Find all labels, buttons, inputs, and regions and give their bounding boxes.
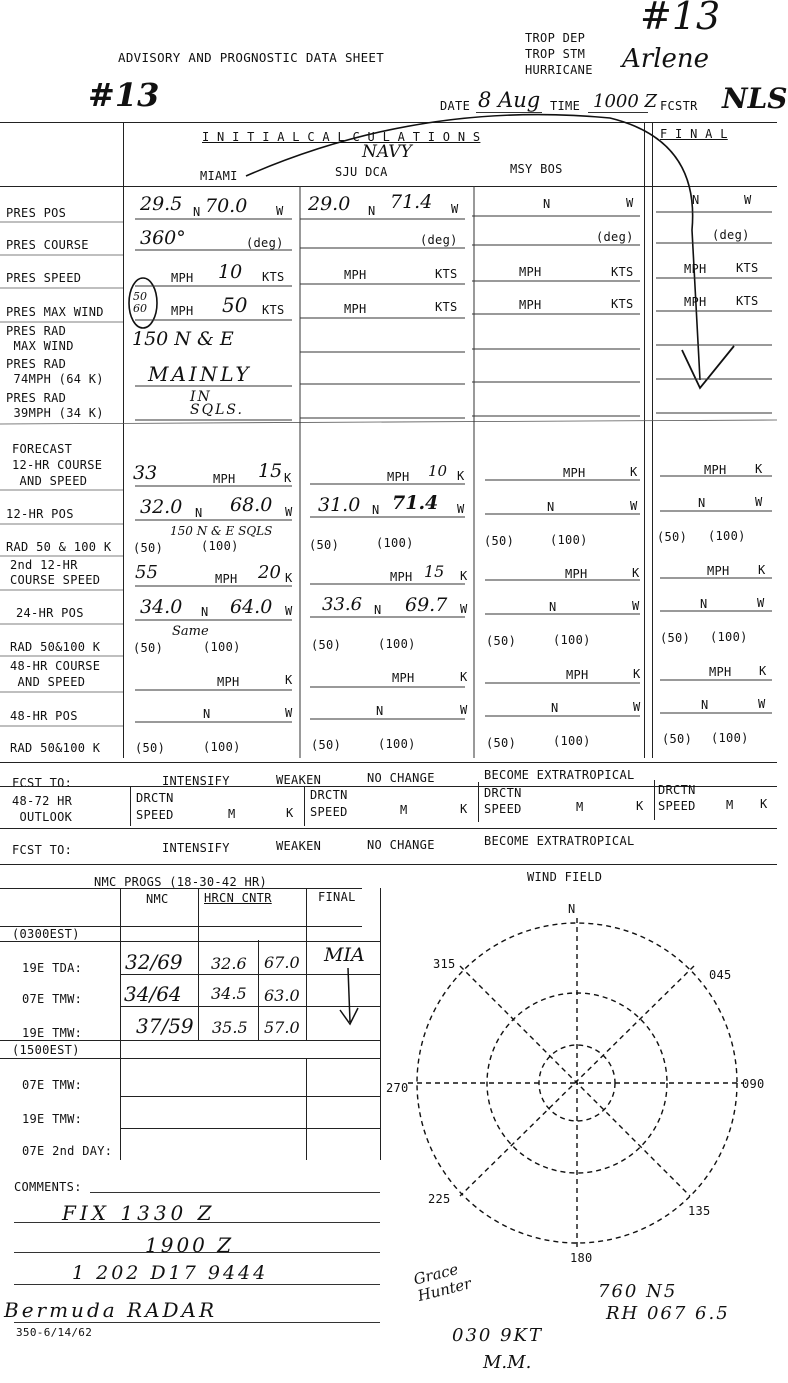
navy-note: NAVY [362, 142, 412, 162]
storm-type-trop-dep: TROP DEP [525, 31, 586, 45]
hrcn-19e-tda-lon: 67.0 [264, 953, 300, 972]
miami-pres-speed: 10 [218, 261, 243, 283]
miami-24hr-lon: 64.0 [230, 596, 273, 618]
unit-50: (50) [660, 631, 691, 645]
outlook-speed-3: SPEED [484, 802, 522, 816]
unit-k: K [759, 664, 767, 678]
sju-pres-lat: 29.0 [308, 193, 351, 215]
fcst2-option-extratropical: BECOME EXTRATROPICAL [484, 834, 635, 848]
unit-mph: MPH [215, 572, 238, 586]
unit-kts: KTS [736, 261, 759, 275]
unit-n: N [701, 698, 709, 712]
unit-100: (100) [376, 536, 414, 550]
miami-rad-74: MAINLY [148, 362, 252, 386]
wind-label-225: 225 [428, 1192, 451, 1206]
miami-fc2-course: 55 [135, 562, 158, 583]
outlook-drctn-1: DRCTN [136, 791, 174, 805]
unit-k: K [284, 471, 292, 485]
nmc-final-note: MIA [324, 944, 365, 966]
unit-n: N [543, 197, 551, 211]
unit-w: W [276, 204, 284, 218]
curved-arrow-mark [246, 115, 700, 380]
unit-100: (100) [378, 737, 416, 751]
unit-mph: MPH [217, 675, 240, 689]
nmc-header-hrcn: HRCN CNTR [204, 891, 272, 905]
comment-line-4: Bermuda RADAR [4, 1298, 218, 1322]
unit-100: (100) [203, 740, 241, 754]
row-label-pres-rad-39: PRES RAD 39MPH (34 K) [6, 391, 104, 420]
nmc-row-label-07e-2nd-day: 07E 2nd DAY: [22, 1144, 113, 1158]
nmc-row-label-07e-tmw: 07E TMW: [22, 992, 83, 1006]
unit-100: (100) [553, 734, 591, 748]
unit-100: (100) [203, 640, 241, 654]
unit-n: N [692, 193, 700, 207]
unit-k: K [633, 667, 641, 681]
row-label-2nd-12hr: 2nd 12-HR COURSE SPEED [10, 558, 101, 587]
fcst2-option-intensify: INTENSIFY [162, 841, 230, 855]
hrcn-19e-tmw-lon: 57.0 [264, 1018, 300, 1037]
miami-pres-lat: 29.5 [140, 193, 183, 215]
hrcn-19e-tmw-lat: 35.5 [212, 1018, 248, 1037]
outlook-m-4: M [726, 798, 734, 812]
time-value: 1000 Z [593, 91, 658, 112]
unit-w: W [758, 697, 766, 711]
unit-k: K [285, 571, 293, 585]
unit-50: (50) [484, 534, 515, 548]
fcst2-option-no-change: NO CHANGE [367, 838, 435, 852]
hrcn-19e-tda-lat: 32.6 [211, 954, 247, 973]
calc-blank-lines [135, 212, 772, 722]
unit-kts: KTS [611, 297, 634, 311]
unit-kts: KTS [611, 265, 634, 279]
unit-mph: MPH [171, 271, 194, 285]
form-title: ADVISORY AND PROGNOSTIC DATA SHEET [118, 50, 385, 65]
unit-50: (50) [486, 634, 517, 648]
note-wind: 030 9KT [452, 1325, 543, 1346]
comment-line-2: 1900 Z [145, 1233, 235, 1257]
unit-w: W [457, 502, 465, 516]
row-label-pres-rad-max-wind: PRES RAD MAX WIND [6, 324, 74, 353]
unit-n: N [374, 603, 382, 617]
miami-rad24-note: Same [172, 624, 209, 639]
miami-pres-max-wind: 50 [222, 293, 248, 317]
nmc-title: NMC PROGS (18-30-42 HR) [94, 875, 268, 889]
miami-12hr-lon: 68.0 [230, 494, 273, 516]
outlook-drctn-4: DRCTN [658, 783, 696, 797]
miami-rad-39: IN SQLS. [190, 389, 244, 418]
outlook-k-4: K [760, 797, 768, 811]
wind-label-270: 270 [386, 1081, 409, 1095]
wind-field-diagram [408, 918, 744, 1248]
unit-50: (50) [311, 738, 342, 752]
unit-w: W [451, 202, 459, 216]
sju-24hr-lat: 33.6 [322, 594, 363, 615]
column-miami: MIAMI [200, 169, 238, 183]
outlook-speed-1: SPEED [136, 808, 174, 822]
fcst-option-weaken: WEAKEN [276, 773, 322, 787]
unit-50: (50) [662, 732, 693, 746]
unit-100: (100) [378, 637, 416, 651]
nmc-header-final: FINAL [318, 890, 356, 904]
unit-mph: MPH [565, 567, 588, 581]
unit-50: (50) [309, 538, 340, 552]
unit-mph: MPH [519, 265, 542, 279]
row-label-48hr-course: 48-HR COURSE AND SPEED [10, 659, 101, 689]
miami-12hr-lat: 32.0 [140, 496, 183, 518]
arrow-head-mark [682, 346, 734, 388]
unit-k: K [630, 465, 638, 479]
unit-kts: KTS [435, 300, 458, 314]
sju-24hr-lon: 69.7 [405, 594, 448, 616]
unit-n: N [376, 704, 384, 718]
unit-k: K [758, 563, 766, 577]
storm-type-hurricane: HURRICANE [525, 63, 593, 77]
column-msy-bos: MSY BOS [510, 162, 563, 176]
miami-max-wind-circled: 50 60 [133, 290, 147, 315]
row-label-24hr-pos: 24-HR POS [16, 606, 84, 620]
date-value: 8 Aug [478, 88, 541, 112]
storm-name: Arlene [622, 44, 710, 74]
outlook-label: 48-72 HR OUTLOOK [12, 794, 73, 824]
comments-label: COMMENTS: [14, 1180, 82, 1194]
unit-100: (100) [201, 539, 239, 553]
sju-pres-lon: 71.4 [390, 191, 433, 213]
outlook-m-3: M [576, 800, 584, 814]
nmc-section-0300: (0300EST) [12, 927, 80, 941]
note-rh: RH 067 6.5 [606, 1303, 730, 1324]
wind-label-090: 090 [742, 1077, 765, 1091]
unit-n: N [195, 506, 203, 520]
outlook-m-1: M [228, 807, 236, 821]
nmc-19e-tda-value: 32/69 [125, 950, 183, 974]
unit-k: K [632, 566, 640, 580]
unit-n: N [368, 204, 376, 218]
unit-w: W [630, 499, 638, 513]
unit-50: (50) [135, 741, 166, 755]
unit-mph: MPH [684, 262, 707, 276]
forecaster-value: NLS [722, 82, 788, 115]
nmc-row-label-19e-tda: 19E TDA: [22, 961, 83, 975]
form-number: 350-6/14/62 [16, 1326, 93, 1339]
unit-100: (100) [708, 529, 746, 543]
unit-mph: MPH [390, 570, 413, 584]
note-grace-hunter: Grace Hunter [411, 1260, 474, 1305]
unit-n: N [551, 701, 559, 715]
unit-w: W [460, 602, 468, 616]
miami-fc12-course: 33 [133, 462, 158, 484]
nmc-row-label-19e-tmw-1500: 19E TMW: [22, 1112, 83, 1126]
sju-fc12-speed: 10 [428, 462, 448, 480]
unit-n: N [698, 496, 706, 510]
sju-fc2-speed: 15 [424, 562, 445, 581]
outlook-m-2: M [400, 803, 408, 817]
unit-mph: MPH [563, 466, 586, 480]
nmc-19e-tmw-value: 37/59 [136, 1014, 194, 1038]
miami-pres-lon: 70.0 [205, 195, 248, 217]
advisory-number-top: #13 [640, 0, 721, 38]
unit-n: N [547, 500, 555, 514]
row-label-rad-12: RAD 50 & 100 K [6, 540, 112, 554]
nmc-final-arrow-mark [340, 968, 358, 1024]
storm-type-trop-stm: TROP STM [525, 47, 586, 61]
unit-mph: MPH [171, 304, 194, 318]
unit-n: N [372, 503, 380, 517]
unit-w: W [633, 700, 641, 714]
outlook-k-2: K [460, 802, 468, 816]
unit-w: W [285, 706, 293, 720]
unit-n: N [201, 605, 209, 619]
fcst-option-intensify: INTENSIFY [162, 774, 230, 788]
outlook-speed-2: SPEED [310, 805, 348, 819]
unit-mph: MPH [566, 668, 589, 682]
note-initials: M.M. [483, 1352, 532, 1373]
date-label: DATE [440, 99, 471, 113]
initial-calculations-heading: I N I T I A L C A L C U L A T I O N S [202, 130, 481, 144]
unit-mph: MPH [519, 298, 542, 312]
wind-label-180: 180 [570, 1251, 593, 1265]
row-label-pres-max-wind: PRES MAX WIND [6, 305, 104, 319]
unit-100: (100) [550, 533, 588, 547]
unit-50: (50) [133, 641, 164, 655]
row-label-rad-48: RAD 50&100 K [10, 741, 101, 755]
outlook-k-1: K [286, 806, 294, 820]
unit-mph: MPH [707, 564, 730, 578]
miami-fc2-speed: 20 [258, 562, 281, 583]
unit-mph: MPH [344, 302, 367, 316]
unit-50: (50) [311, 638, 342, 652]
unit-mph: MPH [344, 268, 367, 282]
miami-rad-max-wind: 150 N & E [132, 328, 234, 350]
comment-line-3: 1 202 D17 9444 [72, 1262, 269, 1284]
fcst-to-label-2: FCST TO: [12, 843, 73, 857]
unit-n: N [700, 597, 708, 611]
miami-rad12-note: 150 N & E SQLS [170, 524, 273, 538]
unit-mph: MPH [392, 671, 415, 685]
unit-n: N [549, 600, 557, 614]
fcst2-option-weaken: WEAKEN [276, 839, 322, 853]
unit-k: K [460, 569, 468, 583]
unit-k: K [460, 670, 468, 684]
unit-deg: (deg) [712, 228, 750, 242]
unit-mph: MPH [684, 295, 707, 309]
wind-label-315: 315 [433, 957, 456, 971]
unit-w: W [632, 599, 640, 613]
sju-12hr-lat: 31.0 [318, 494, 361, 516]
sju-12hr-lon: 71.4 [392, 492, 439, 514]
nmc-row-label-19e-tmw: 19E TMW: [22, 1026, 83, 1040]
fcst-option-extratropical: BECOME EXTRATROPICAL [484, 768, 635, 782]
unit-mph: MPH [704, 463, 727, 477]
wind-label-135: 135 [688, 1204, 711, 1218]
unit-w: W [626, 196, 634, 210]
row-label-forecast-12hr: FORECAST 12-HR COURSE AND SPEED [12, 442, 103, 488]
unit-k: K [457, 469, 465, 483]
wind-field-title: WIND FIELD [527, 870, 603, 884]
fcst-option-no-change: NO CHANGE [367, 771, 435, 785]
advisory-number-left: #13 [88, 76, 160, 114]
unit-50: (50) [133, 541, 164, 555]
outlook-k-3: K [636, 799, 644, 813]
unit-w: W [755, 495, 763, 509]
unit-mph: MPH [213, 472, 236, 486]
column-sju-dca: SJU DCA [335, 165, 388, 179]
miami-24hr-lat: 34.0 [140, 596, 183, 618]
outlook-drctn-2: DRCTN [310, 788, 348, 802]
forecaster-label: FCSTR [660, 99, 698, 113]
unit-kts: KTS [262, 303, 285, 317]
wind-label-n: N [568, 902, 576, 916]
row-label-pres-speed: PRES SPEED [6, 271, 82, 285]
unit-w: W [285, 505, 293, 519]
row-label-pres-rad-74: PRES RAD 74MPH (64 K) [6, 357, 104, 386]
comment-line-1: FIX 1330 Z [62, 1201, 216, 1225]
row-label-48hr-pos: 48-HR POS [10, 709, 78, 723]
outlook-drctn-3: DRCTN [484, 786, 522, 800]
fcst-to-label-1: FCST TO: [12, 776, 73, 790]
unit-100: (100) [711, 731, 749, 745]
unit-100: (100) [710, 630, 748, 644]
unit-mph: MPH [387, 470, 410, 484]
unit-n: N [193, 205, 201, 219]
unit-mph: MPH [709, 665, 732, 679]
time-label: TIME [550, 99, 581, 113]
nmc-07e-tmw-value: 34/64 [124, 982, 182, 1006]
row-label-12hr-pos: 12-HR POS [6, 507, 74, 521]
miami-fc12-speed: 15 [258, 460, 283, 482]
unit-kts: KTS [736, 294, 759, 308]
calc-row-separators [0, 222, 777, 726]
unit-kts: KTS [262, 270, 285, 284]
nmc-header-nmc: NMC [146, 892, 169, 906]
wind-label-045: 045 [709, 968, 732, 982]
unit-n: N [203, 707, 211, 721]
note-760: 760 N5 [598, 1281, 678, 1302]
unit-deg: (deg) [596, 230, 634, 244]
unit-k: K [285, 673, 293, 687]
hrcn-07e-tmw-lat: 34.5 [211, 984, 247, 1003]
hrcn-07e-tmw-lon: 63.0 [264, 986, 300, 1005]
unit-50: (50) [657, 530, 688, 544]
unit-100: (100) [553, 633, 591, 647]
row-label-rad-24: RAD 50&100 K [10, 640, 101, 654]
miami-pres-course: 360° [140, 227, 186, 249]
unit-deg: (deg) [420, 233, 458, 247]
unit-w: W [757, 596, 765, 610]
unit-kts: KTS [435, 267, 458, 281]
unit-50: (50) [486, 736, 517, 750]
row-label-pres-pos: PRES POS [6, 206, 67, 220]
row-label-pres-course: PRES COURSE [6, 238, 89, 252]
final-heading: F I N A L [660, 127, 728, 141]
unit-deg: (deg) [246, 236, 284, 250]
unit-k: K [755, 462, 763, 476]
unit-w: W [460, 703, 468, 717]
unit-w: W [744, 193, 752, 207]
nmc-row-label-07e-tmw-1500: 07E TMW: [22, 1078, 83, 1092]
outlook-speed-4: SPEED [658, 799, 696, 813]
nmc-section-1500: (1500EST) [12, 1043, 80, 1057]
unit-w: W [285, 604, 293, 618]
